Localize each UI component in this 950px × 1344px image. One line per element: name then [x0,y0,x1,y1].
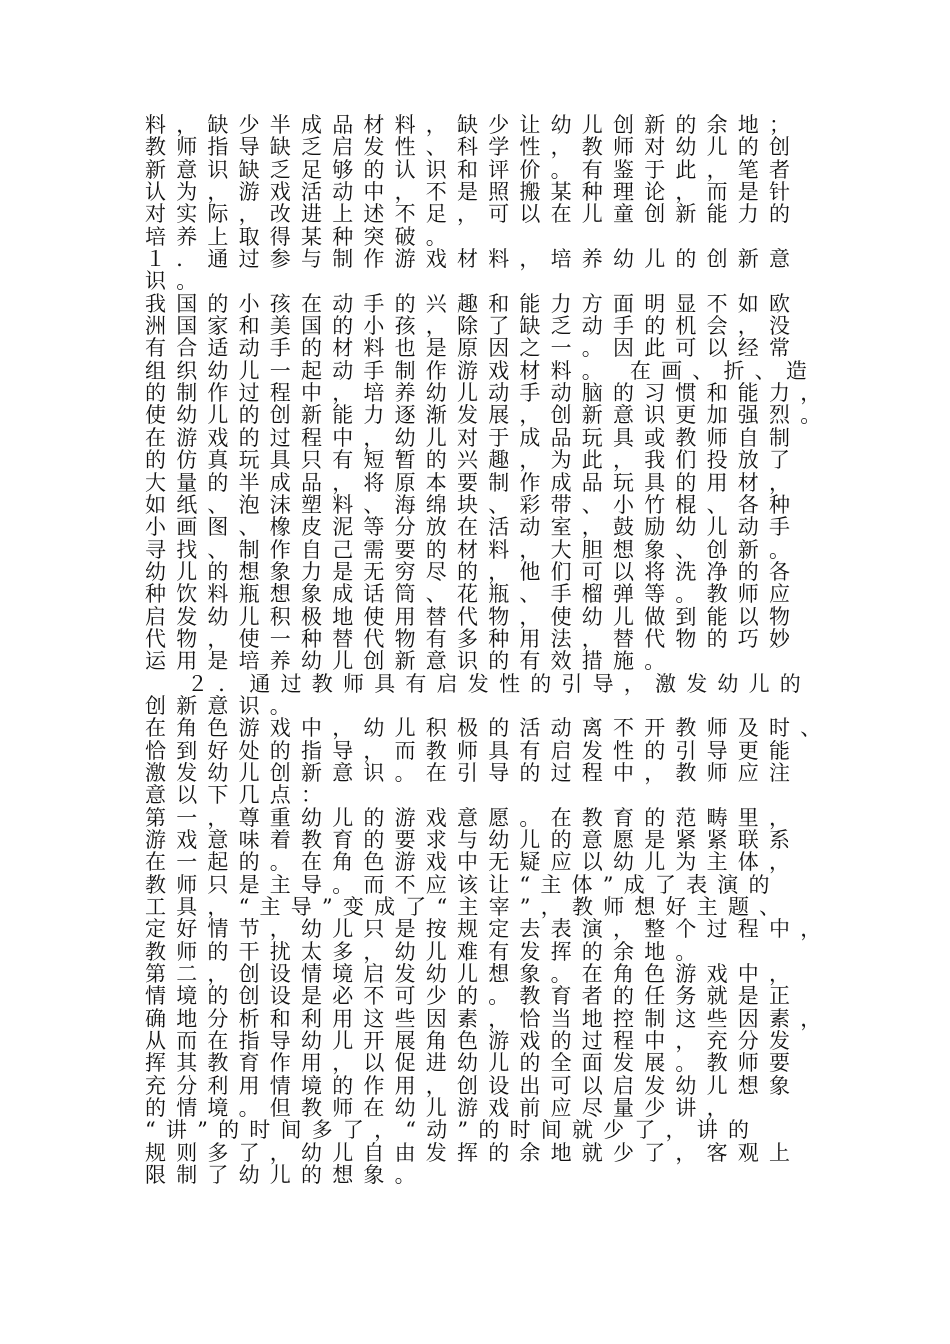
section-heading-2: ２．通过教师具有启发性的引导，激发幼儿的 [187,671,811,696]
text-line: 有合适动手的材料也是原因之一。因此可以经常 [145,336,801,361]
text-line: 挥其教育作用，以促进幼儿的全面发展。教师要 [145,1051,801,1076]
text-line: 洲国家和美国的小孩，除了缺乏动手的机会，没 [145,314,801,339]
text-line: 培养上取得某种突破。 [145,224,457,249]
text-line: 料，缺少半成品材料，缺少让幼儿创新的余地； [145,113,801,137]
text-line: 幼儿的想象力是无穷尽的，他们可以将洗净的各 [145,559,801,584]
text-line: 第二，创设情境启发幼儿想象。在角色游戏中， [145,962,801,987]
text-line: 小画图、橡皮泥等分放在活动室，鼓励幼儿动手 [145,515,801,540]
text-line: 代物，使一种替代物有多种用法，替代物的巧妙 [145,626,801,651]
text-line: 情境的创设是必不可少的。教育者的任务就是正 [145,984,801,1009]
text-line: 意以下几点： [145,783,333,808]
text-line: 在一起的。在角色游戏中无疑应以幼儿为主体， [145,850,801,875]
section-heading-1-cont: 识。 [145,269,208,294]
text-line: 工具，“主导”变成了“主宰”，教师想好主题、 [145,895,791,920]
text-line: 使幼儿的创新能力逐渐发展，创新意识更加强烈。 [145,403,832,428]
text-line: 大量的半成品，将原本要制作成品玩具的用材， [145,470,801,495]
text-line: 在角色游戏中，幼儿积极的活动离不开教师及时、 [145,716,832,741]
text-line: 启发幼儿积极地使用替代物，使幼儿做到能以物 [145,604,801,629]
text-line: 教师指导缺乏启发性、科学性，教师对幼儿的创 [145,135,801,160]
text-line: 充分利用情境的作用，创设出可以启发幼儿想象 [145,1073,801,1098]
text-line: 对实际，改进上述不足，可以在儿童创新能力的 [145,202,801,227]
text-line: 激发幼儿创新意识。在引导的过程中，教师应注 [145,760,801,785]
text-line: 寻找、制作自己需要的材料，大胆想象、创新。 [145,537,801,562]
text-line: 我国的小孩在动手的兴趣和能力方面明显不如欧 [145,291,801,316]
section-heading-2-cont: 创新意识。 [145,693,301,718]
text-line: 教师只是主导。而不应该让“主体”成了表演的 [145,872,780,897]
text-line: 的情境。但教师在幼儿游戏前应尽量少讲， [145,1096,738,1121]
text-line: 第一，尊重幼儿的游戏意愿。在教育的范畴里， [145,805,801,830]
body-text [145,114,835,1187]
text-line: 的制作过程中，培养幼儿动手动脑的习惯和能力， [145,381,832,406]
text-line: 运用是培养幼儿创新意识的有效措施。 [145,649,676,674]
text-line: “讲”的时间多了，“动”的时间就少了，讲的 [145,1118,760,1143]
text-line: 规则多了，幼儿自由发挥的余地就少了，客观上 [145,1140,801,1165]
text-line: 组织幼儿一起动手制作游戏材料。 在画、折、造 [145,358,818,383]
text-line: 限制了幼儿的想象。 [145,1163,426,1188]
text-line: 确地分析和利用这些因素，恰当地控制这些因素， [145,1006,832,1031]
text-line: 如纸、泡沫塑料、海绵块、彩带、小竹棍、各种 [145,492,801,517]
text-line: 游戏意味着教育的要求与幼儿的意愿是紧紧联系 [145,828,801,852]
text-line: 在游戏的过程中，幼儿对于成品玩具或教师自制 [145,425,801,450]
text-line: 恰到好处的指导，而教师具有启发性的引导更能 [145,738,801,763]
text-line: 的仿真玩具只有短暂的兴趣，为此，我们投放了 [145,448,801,473]
text-line: 种饮料瓶想象成话筒、花瓶、手榴弹等。教师应 [145,582,801,607]
text-line: 新意识缺乏足够的认识和评价。有鉴于此，笔者 [145,157,801,182]
text-line: 从而在指导幼儿开展角色游戏的过程中，充分发 [145,1029,801,1054]
section-heading-1: １．通过参与制作游戏材料，培养幼儿的创新意 [145,247,801,272]
text-line: 教师的干扰太多，幼儿难有发挥的余地。 [145,939,707,964]
text-line: 定好情节，幼儿只是按规定去表演，整个过程中， [145,917,832,942]
text-line: 认为，游戏活动中，不是照搬某种理论，而是针 [145,180,801,205]
